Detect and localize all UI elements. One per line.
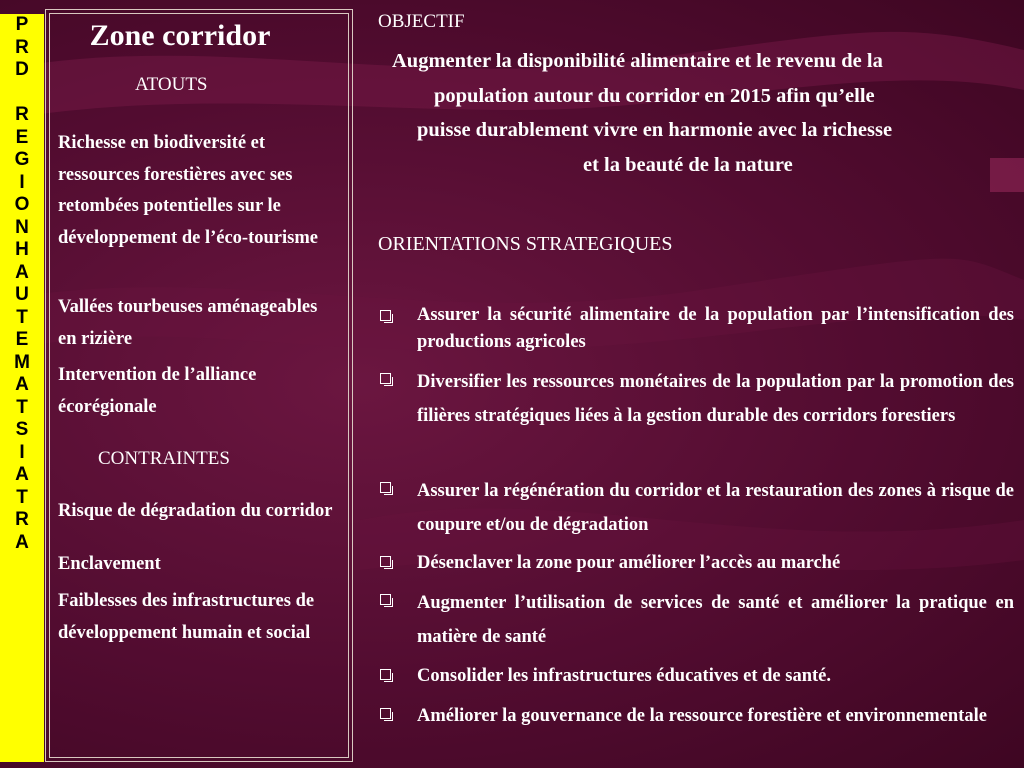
sidebar-letter: A: [15, 261, 29, 283]
contrainte-item: Faiblesses des infrastructures de développement humain et social: [58, 591, 315, 643]
orientation-item: [378, 365, 1014, 433]
orientation-item: [378, 474, 1014, 542]
contrainte-item: Risque de dégradation du corridor: [58, 501, 333, 521]
sidebar-letter: T: [16, 486, 28, 508]
atout-item: Vallées tourbeuses aménageables en rizière: [58, 297, 318, 349]
orientation-item: [378, 586, 1014, 654]
orientation-text: Désenclaver la zone pour améliorer l’accès au marché: [417, 553, 841, 573]
sidebar-letter: A: [15, 464, 29, 485]
objectif-line: Augmenter la disponibilité alimentaire et le revenu de la: [392, 50, 883, 72]
objectif-line: puisse durablement vivre en harmonie avec la richesse: [417, 119, 893, 141]
orientation-item: [378, 700, 1014, 733]
orientation-text: Augmenter l’utilisation de services de santé et améliorer la pratique en matière de santé: [417, 593, 1014, 647]
sidebar-letter: E: [15, 329, 29, 350]
sidebar-letter: R: [15, 509, 29, 530]
orientation-text: Diversifier les ressources monétaires de la population par la promotion des filières stratégiques liées à la gestion durable des corridors forestiers: [417, 372, 1014, 426]
sidebar-letter: A: [15, 531, 29, 553]
sidebar-letter: E: [15, 126, 29, 148]
checkbox-bullet-icon: [380, 594, 391, 605]
sidebar-letter: P: [15, 14, 29, 35]
objectif-heading: OBJECTIF: [378, 11, 465, 32]
checkbox-bullet-icon: [380, 373, 391, 384]
sidebar-letter: G: [14, 149, 30, 170]
sidebar-letter: H: [15, 239, 29, 260]
orientation-text: Consolider les infrastructures éducatives et de santé.: [417, 666, 831, 686]
sidebar-letter: D: [15, 59, 29, 80]
checkbox-bullet-icon: [380, 708, 391, 719]
zone-title: Zone corridor: [89, 19, 271, 52]
checkbox-bullet-icon: [380, 482, 391, 493]
atouts-heading: ATOUTS: [135, 74, 208, 95]
sidebar-letter: I: [19, 171, 25, 193]
sidebar-letter: T: [16, 396, 28, 418]
objectif-line: et la beauté de la nature: [583, 153, 793, 176]
orientation-text: Améliorer la gouvernance de la ressource forestière et environnementale: [417, 706, 987, 726]
orientation-item: [378, 548, 1014, 578]
sidebar-letter: T: [16, 306, 28, 328]
contraintes-heading: CONTRAINTES: [98, 448, 230, 469]
contrainte-item: Enclavement: [58, 554, 161, 574]
sidebar-letter: U: [15, 284, 29, 305]
sidebar-letter: N: [15, 216, 29, 238]
atout-item: Intervention de l’alliance écorégionale: [58, 365, 257, 417]
atout-item: Richesse en biodiversité et ressources forestières avec ses retombées potentielles sur le développement de l’éco-tourisme: [58, 133, 318, 248]
sidebar-letter: S: [15, 419, 29, 440]
objectif-text: [392, 44, 1016, 182]
sidebar-letter: O: [14, 194, 30, 215]
checkbox-bullet-icon: [380, 310, 391, 321]
orientation-item: [378, 302, 1014, 356]
checkbox-bullet-icon: [380, 556, 391, 567]
sidebar-letter: R: [15, 36, 29, 58]
orientations-heading: ORIENTATIONS STRATEGIQUES: [378, 233, 673, 255]
checkbox-bullet-icon: [380, 669, 391, 680]
orientation-text: Assurer la sécurité alimentaire de la population par l’intensification des productions agricoles: [417, 305, 1014, 352]
sidebar-letter: R: [15, 104, 29, 125]
sidebar-letter: M: [14, 351, 30, 373]
objectif-line: population autour du corridor en 2015 afin qu’elle: [434, 84, 875, 107]
sidebar-letter: A: [15, 374, 29, 395]
orientation-item: [378, 661, 1014, 691]
sidebar-vertical-label: [0, 14, 44, 762]
sidebar-letter: I: [19, 441, 25, 463]
orientation-text: Assurer la régénération du corridor et la restauration des zones à risque de coupure et/ou de dégradation: [417, 481, 1014, 535]
